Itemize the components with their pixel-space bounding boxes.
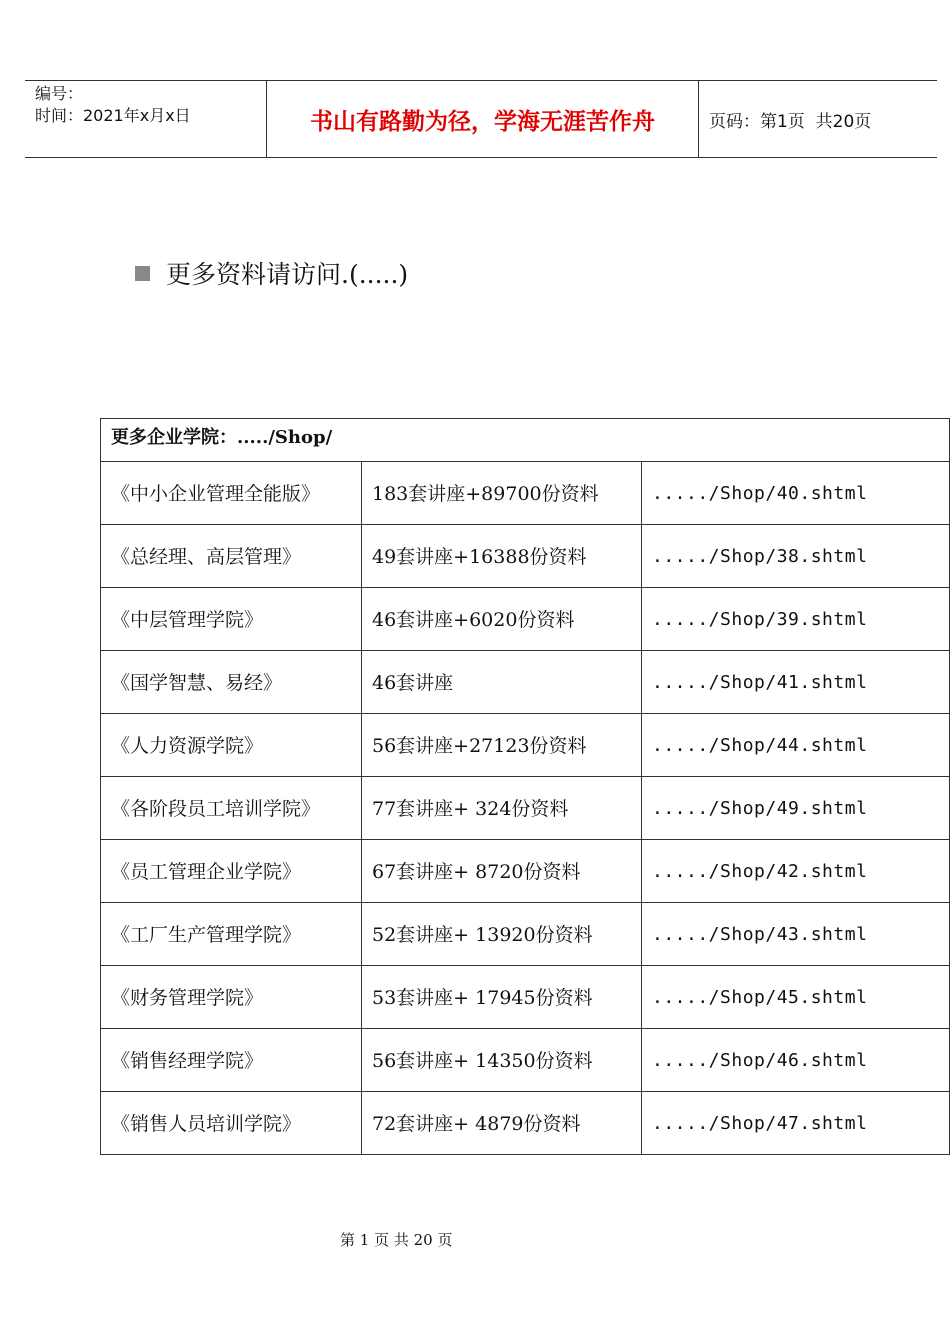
course-link[interactable]: ...../Shop/43.shtml xyxy=(642,903,950,966)
course-link[interactable]: ...../Shop/46.shtml xyxy=(642,1029,950,1092)
course-description: 77套讲座+ 324份资料 xyxy=(362,777,642,840)
course-name: 《中层管理学院》 xyxy=(101,588,362,651)
course-description: 56套讲座+ 14350份资料 xyxy=(362,1029,642,1092)
header-motto: 书山有路勤为径，学海无涯苦作舟 xyxy=(267,81,699,157)
course-description: 72套讲座+ 4879份资料 xyxy=(362,1092,642,1155)
course-name: 《员工管理企业学院》 xyxy=(101,840,362,903)
square-bullet-icon xyxy=(135,266,150,281)
table-title: 更多企业学院：...../Shop/ xyxy=(101,419,950,462)
course-link[interactable]: ...../Shop/45.shtml xyxy=(642,966,950,1029)
page-header xyxy=(25,80,937,158)
course-name: 《中小企业管理全能版》 xyxy=(101,462,362,525)
course-description: 52套讲座+ 13920份资料 xyxy=(362,903,642,966)
course-link[interactable]: ...../Shop/41.shtml xyxy=(642,651,950,714)
course-name: 《各阶段员工培训学院》 xyxy=(101,777,362,840)
course-name: 《总经理、高层管理》 xyxy=(101,525,362,588)
course-description: 53套讲座+ 17945份资料 xyxy=(362,966,642,1029)
course-name: 《人力资源学院》 xyxy=(101,714,362,777)
table-row xyxy=(101,840,950,903)
number-label: 编号： xyxy=(35,84,84,103)
course-link[interactable]: ...../Shop/47.shtml xyxy=(642,1092,950,1155)
table-row xyxy=(101,714,950,777)
course-name: 《财务管理学院》 xyxy=(101,966,362,1029)
table-row xyxy=(101,777,950,840)
table-row xyxy=(101,1029,950,1092)
page-info-text: 页码：第1页 共20页 xyxy=(709,111,872,132)
table-row xyxy=(101,462,950,525)
course-name: 《国学智慧、易经》 xyxy=(101,651,362,714)
course-description: 49套讲座+16388份资料 xyxy=(362,525,642,588)
bullet-text: 更多资料请访问.(.....) xyxy=(166,260,409,289)
course-name: 《工厂生产管理学院》 xyxy=(101,903,362,966)
course-link[interactable]: ...../Shop/38.shtml xyxy=(642,525,950,588)
course-link[interactable]: ...../Shop/39.shtml xyxy=(642,588,950,651)
table-row xyxy=(101,966,950,1029)
course-table xyxy=(100,418,950,1155)
header-page-info xyxy=(699,81,937,157)
table-body xyxy=(101,462,950,1155)
course-link[interactable]: ...../Shop/42.shtml xyxy=(642,840,950,903)
course-link[interactable]: ...../Shop/49.shtml xyxy=(642,777,950,840)
course-description: 46套讲座 xyxy=(362,651,642,714)
footer-page-number: 第 1 页 共 20 页 xyxy=(340,1231,453,1249)
table-row xyxy=(101,1092,950,1155)
table-row xyxy=(101,588,950,651)
table-title-row xyxy=(101,419,950,462)
course-description: 46套讲座+6020份资料 xyxy=(362,588,642,651)
course-description: 67套讲座+ 8720份资料 xyxy=(362,840,642,903)
course-link[interactable]: ...../Shop/40.shtml xyxy=(642,462,950,525)
table-row xyxy=(101,651,950,714)
table-row xyxy=(101,525,950,588)
header-meta xyxy=(25,81,267,157)
page-footer xyxy=(0,1229,950,1250)
course-link[interactable]: ...../Shop/44.shtml xyxy=(642,714,950,777)
table-row xyxy=(101,903,950,966)
course-description: 56套讲座+27123份资料 xyxy=(362,714,642,777)
course-name: 《销售经理学院》 xyxy=(101,1029,362,1092)
course-name: 《销售人员培训学院》 xyxy=(101,1092,362,1155)
course-description: 183套讲座+89700份资料 xyxy=(362,462,642,525)
resource-bullet xyxy=(135,255,408,291)
time-label: 时间：2021年x月x日 xyxy=(35,106,191,125)
